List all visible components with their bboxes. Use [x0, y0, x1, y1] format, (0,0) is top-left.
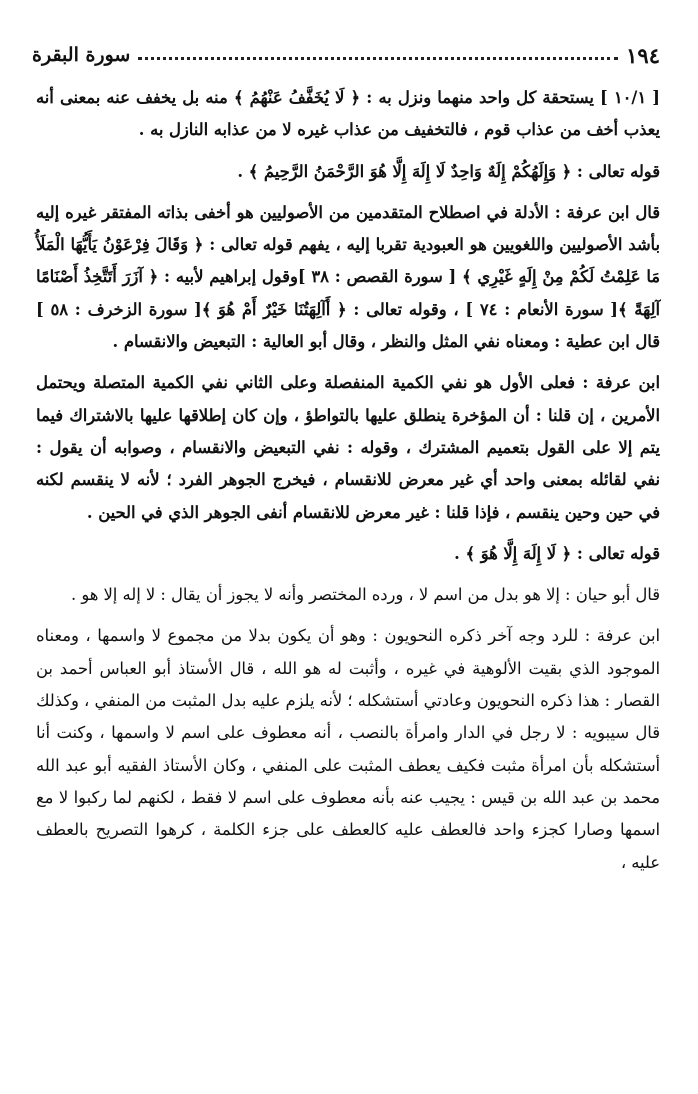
paragraph: ابن عرفة : للرد وجه آخر ذكره النحويون : وهو أن يكون بدلا من مجموع لا واسمها ، ومعناه الموجود الذي بقيت الألوهية في غيره ، وأثبت له هو الله ، قال الأستاذ أبو العباس أحمد بن القصار : هذا ذكره النحويون وعادتي أستشكله ؛ لأنه يلزم عليه بدل المثبت من المنفي ، وكذلك قال سيبويه : لا رجل في الدار وامرأة بالنصب ، أنه معطوف على اسم لا واسمها ، وكنت أنا أستشكله بأن امرأة مثبت فكيف يعطف المثبت على المنفي ، وكان الأستاذ الفقيه أبو عبد الله محمد بن عبد الله بن قيس : يجيب عنه بأنه معطوف على اسم لا فقط ، لكنهم لما ركبوا لا مع اسمها وصارا كجزء واحد فالعطف عليه كالعطف على جزء الكلمة ، كرهوا التصريح بالعطف عليه ،	[36, 626, 660, 872]
paragraph: ابن عرفة : فعلى الأول هو نفي الكمية المنفصلة وعلى الثاني نفي الكمية المتصلة ويحتمل الأمرين ، إن قلنا : أن المؤخرة ينطلق عليها بالتواطؤ ، وإن كان إطلاقها عليها بالاشتراك فيما يتم إلا على القول بتعميم المشترك ، وقوله : نفي التبعيض والانقسام ، وصوابه أن يقول : نفي لقائله بمعنى واحد أي غير معرض للانقسام ، فيخرج الجوهر الفرد ؛ لأنه لا ينقسم لكنه في حين وحين ينقسم ، فإذا قلنا : غير معرض للانقسام أنفى الجوهر الذي في الحين .	[36, 373, 660, 522]
header-dotted-rule	[138, 57, 618, 60]
paragraph: [ ١٠/١ ] يستحقة كل واحد منهما ونزل به : ﴿ لَا يُخَفَّفُ عَنْهُمُ ﴾ منه بل يخفف عنه بمعنى أنه يعذب أخف من عذاب قوم ، فالتخفيف من عذاب غيره لا من عذابه النازل به .	[36, 88, 660, 140]
verse-heading: قوله تعالى : ﴿ لَا إِلَهَ إِلَّا هُوَ ﴾ .	[454, 543, 660, 563]
body-text	[36, 82, 660, 888]
verse-heading: قوله تعالى : ﴿ وَإِلَهُكُمْ إِلَهٌ وَاحِدٌ لَا إِلَهَ إِلَّا هُوَ الرَّحْمَنُ الرَّحِيمُ ﴾ .	[237, 161, 660, 181]
surah-title: سورة البقرة	[32, 44, 131, 66]
paragraph: قال ابن عرفة : الأدلة في اصطلاح المتقدمين من الأصوليين هو أخفى بذاته المفتقر غيره إليه بأشد الأصوليين واللغويين هو العبودية تقربا إليه ، يفهم قوله تعالى : ﴿ وَقَالَ فِرْعَوْنُ يَأَيُّهَا الْمَلَأُ مَا عَلِمْتُ لَكُمْ مِنْ إِلَهٍ غَيْرِي ﴾ [ سورة القصص : ٣٨ ]وقول إبراهيم لأبيه : ﴿ آزَرَ أَتَتَّخِذُ أَصْنَامًا آلِهَةً ﴾[ سورة الأنعام : ٧٤ ] ، وقوله تعالى : ﴿ أَآلِهَتُنَا خَيْرٌ أَمْ هُوَ ﴾[ سورة الزخرف : ٥٨ ] قال ابن عطية : ومعناه نفي المثل والنظر ، وقال أبو العالية : التبعيض والانقسام .	[36, 202, 660, 352]
page-header	[32, 40, 660, 70]
page-number: ١٩٤	[626, 42, 660, 68]
paragraph: قال أبو حيان : إلا هو بدل من اسم لا ، ورده المختصر وأنه لا يجوز أن يقال : لا إله إلا هو .	[71, 585, 660, 605]
